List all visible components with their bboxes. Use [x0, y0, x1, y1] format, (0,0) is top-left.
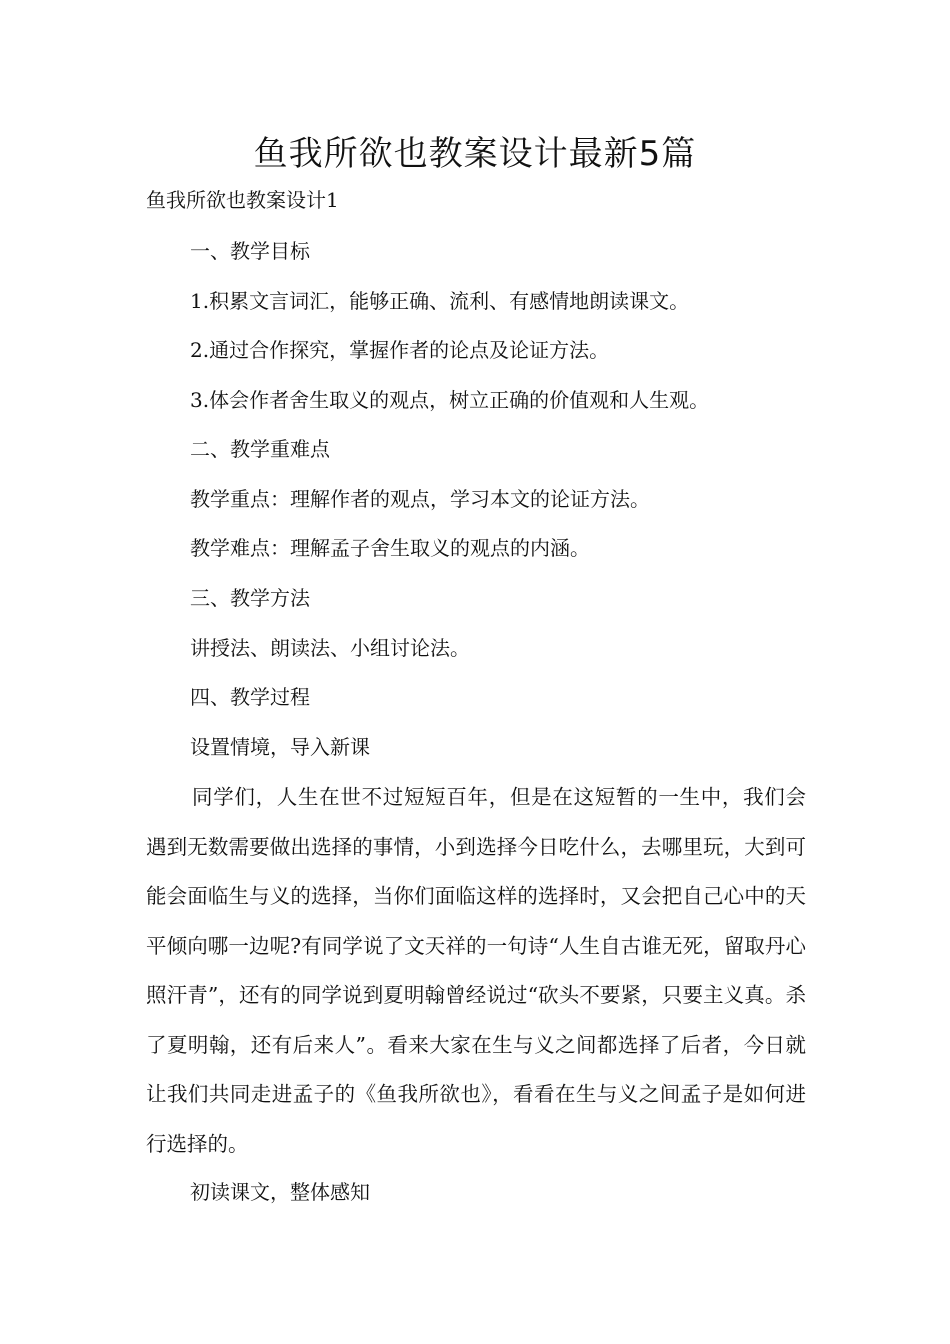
methods-text: 讲授法、朗读法、小组讨论法。 — [190, 636, 470, 660]
key-point: 教学重点：理解作者的观点，学习本文的论证方法。 — [190, 487, 650, 511]
heading-methods: 三、教学方法 — [190, 586, 310, 610]
process-step-reading: 初读课文，整体感知 — [190, 1180, 370, 1204]
objective-3: 3.体会作者舍生取义的观点，树立正确的价值观和人生观。 — [190, 388, 710, 412]
process-step-intro: 设置情境，导入新课 — [190, 735, 370, 759]
section-subtitle: 鱼我所欲也教案设计1 — [146, 188, 339, 212]
difficult-point: 教学难点：理解孟子舍生取义的观点的内涵。 — [190, 536, 590, 560]
intro-paragraph: 同学们，人生在世不过短短百年，但是在这短暂的一生中，我们会遇到无数需要做出选择的事情，小到选择今日吃什么，去哪里玩，大到可能会面临生与义的选择，当你们面临这样的选择时，又会把自己心中的天平倾向哪一边呢?有同学说了文天祥的一句诗“人生自古谁无死，留取丹心照汗青”，还有的同学说到夏明翰曾经说过“砍头不要紧，只要主义真。杀了夏明翰，还有后来人”。看来大家在生与义之间都选择了后者，今日就让我们共同走进孟子的《鱼我所欲也》，看看在生与义之间孟子是如何进行选择的。 — [146, 785, 806, 1156]
document-title: 鱼我所欲也教案设计最新5篇 — [253, 134, 697, 174]
heading-process: 四、教学过程 — [190, 685, 310, 709]
heading-objectives: 一、教学目标 — [190, 239, 310, 263]
objective-1: 1.积累文言词汇，能够正确、流利、有感情地朗读课文。 — [190, 289, 690, 313]
objective-2: 2.通过合作探究，掌握作者的论点及论证方法。 — [190, 338, 610, 362]
heading-key-points: 二、教学重难点 — [190, 437, 330, 461]
